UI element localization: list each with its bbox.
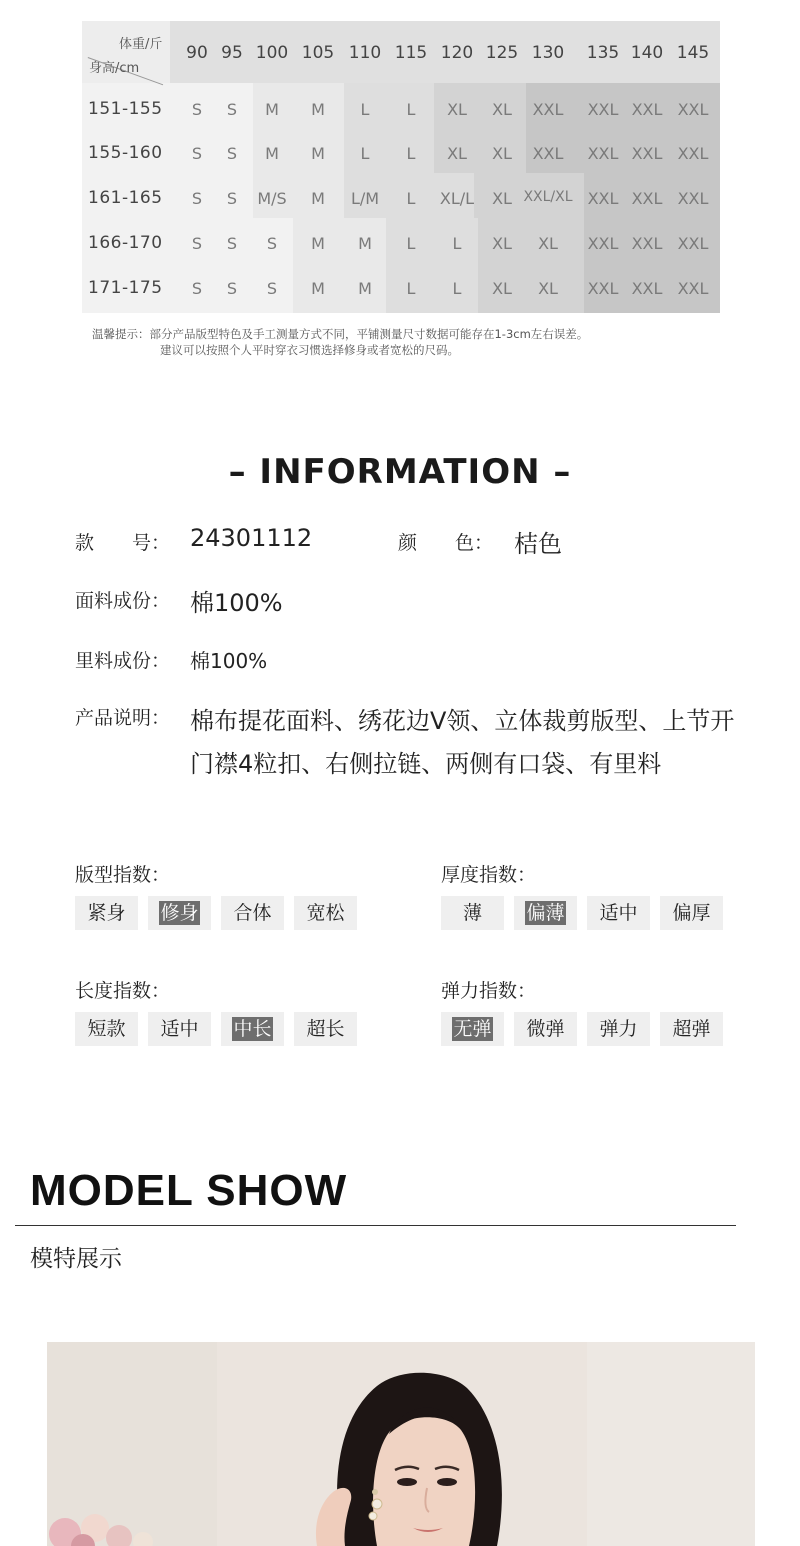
size-cell: XXL/XL: [523, 189, 573, 205]
size-cell: XL: [538, 234, 558, 253]
size-cell: M: [311, 234, 325, 253]
thickness-index-option: [587, 896, 650, 930]
size-cell: M: [358, 279, 372, 298]
size-cell: S: [266, 234, 278, 253]
size-cell: XL: [492, 234, 512, 253]
size-cell: XL: [492, 189, 512, 208]
thickness-index-option: [441, 896, 504, 930]
height-row-label: 161-165: [88, 188, 163, 208]
weight-header-cell: 105: [301, 43, 335, 63]
size-cell: L: [406, 189, 416, 208]
option-label: 适中: [160, 1018, 199, 1040]
weight-header-cell: 95: [221, 43, 243, 63]
size-cell: XXL: [631, 234, 663, 253]
size-band-shade: [478, 218, 584, 313]
size-cell: XL: [492, 279, 512, 298]
weight-header-cell: 100: [255, 43, 289, 63]
size-cell: XL: [447, 100, 467, 119]
size-band-shade: [293, 218, 386, 313]
size-cell: XL: [492, 144, 512, 163]
size-cell: XXL: [677, 189, 709, 208]
size-cell: L: [406, 100, 416, 119]
section-divider: [15, 1225, 736, 1226]
size-cell: L/M: [350, 189, 380, 208]
size-cell: S: [191, 189, 203, 208]
fit-index-option: [75, 896, 138, 930]
elasticity-index-title: 弹力指数：: [441, 980, 537, 1002]
description-label: 产品说明：: [75, 707, 171, 729]
elasticity-index-option: [514, 1012, 577, 1046]
size-cell: M: [265, 144, 279, 163]
fit-index-option: [221, 896, 284, 930]
fabric-value: 棉100%: [190, 589, 283, 617]
size-cell: L: [406, 144, 416, 163]
model-photo-illustration: [47, 1342, 755, 1546]
size-cell: S: [226, 279, 238, 298]
information-title: – INFORMATION –: [228, 452, 572, 492]
lining-label: 里料成份：: [75, 650, 171, 672]
size-cell: S: [226, 100, 238, 119]
size-note: [92, 326, 588, 358]
size-note-line: 温馨提示：部分产品版型特色及手工测量方式不同，平铺测量尺寸数据可能存在1-3cm左右误差。: [92, 327, 589, 341]
option-label: 宽松: [306, 902, 345, 924]
length-index-option: [75, 1012, 138, 1046]
size-cell: XXL: [677, 234, 709, 253]
elasticity-index-option: [660, 1012, 723, 1046]
size-cell: L: [452, 234, 462, 253]
size-cell: XXL: [677, 279, 709, 298]
option-label: 合体: [233, 902, 272, 924]
size-cell: XXL: [677, 100, 709, 119]
size-cell: S: [266, 279, 278, 298]
model-photo: [47, 1342, 755, 1546]
length-index-option: [221, 1012, 284, 1046]
length-index-title: 长度指数：: [75, 980, 171, 1002]
size-cell: M/S: [257, 189, 287, 208]
size-cell: S: [226, 189, 238, 208]
height-row-label: 155-160: [88, 143, 163, 163]
fabric-label: 面料成份：: [75, 590, 171, 612]
size-band-shade: [386, 218, 478, 313]
size-cell: XXL: [532, 100, 564, 119]
height-row-label: 171-175: [88, 278, 163, 298]
size-cell: L: [406, 234, 416, 253]
weight-header-cell: 130: [531, 43, 565, 63]
elasticity-index-option: [587, 1012, 650, 1046]
fit-index-option: [148, 896, 211, 930]
size-cell: XL: [538, 279, 558, 298]
weight-header-cell: 145: [676, 43, 710, 63]
option-label: 无弹: [453, 1018, 492, 1040]
size-cell: S: [191, 100, 203, 119]
size-cell: XXL: [587, 144, 619, 163]
model-show-title: MODEL SHOW: [30, 1166, 348, 1215]
option-label: 适中: [599, 902, 638, 924]
size-cell: S: [191, 234, 203, 253]
option-label: 偏厚: [672, 902, 711, 924]
size-cell: M: [311, 189, 325, 208]
size-cell: XXL: [587, 279, 619, 298]
weight-header-cell: 125: [485, 43, 519, 63]
length-index-option: [148, 1012, 211, 1046]
style-number-value: 24301112: [190, 524, 313, 552]
option-label: 弹力: [599, 1018, 638, 1040]
option-label: 紧身: [87, 902, 126, 924]
size-cell: L: [360, 100, 370, 119]
lining-value: 棉100%: [190, 649, 268, 673]
color-label: 颜 色：: [398, 532, 494, 554]
weight-header-cell: 110: [348, 43, 382, 63]
size-chart-corner: [82, 21, 170, 83]
height-axis-label: 身高/cm: [89, 61, 140, 76]
style-number-label: 款 号：: [75, 532, 171, 554]
description-text: 棉布提花面料、绣花边V领、立体裁剪版型、上节开门襟4粒扣、右侧拉链、两侧有口袋、有里料: [190, 707, 735, 778]
size-note-line: 建议可以按照个人平时穿衣习惯选择修身或者宽松的尺码。: [160, 343, 459, 357]
size-cell: XXL: [587, 100, 619, 119]
option-label: 修身: [160, 902, 199, 924]
size-cell: XXL: [587, 189, 619, 208]
fit-index-option: [294, 896, 357, 930]
length-index-option: [294, 1012, 357, 1046]
size-cell: XXL: [631, 144, 663, 163]
size-cell: M: [311, 144, 325, 163]
option-label: 微弹: [526, 1018, 565, 1040]
fit-index-title: 版型指数：: [75, 864, 171, 886]
size-cell: L: [406, 279, 416, 298]
model-face: [373, 1417, 475, 1546]
thickness-index-option: [514, 896, 577, 930]
color-value: 桔色: [514, 530, 562, 558]
elasticity-index-option: [441, 1012, 504, 1046]
option-label: 超长: [306, 1018, 345, 1040]
weight-header-cell: 90: [186, 43, 208, 63]
weight-header-cell: 115: [394, 43, 428, 63]
thickness-index-option: [660, 896, 723, 930]
size-cell: M: [311, 100, 325, 119]
size-cell: XL/L: [439, 189, 475, 208]
option-label: 短款: [87, 1018, 126, 1040]
size-cell: XL: [447, 144, 467, 163]
size-cell: XXL: [677, 144, 709, 163]
height-row-label: 166-170: [88, 233, 163, 253]
size-cell: XXL: [631, 100, 663, 119]
thickness-index-title: 厚度指数：: [441, 864, 537, 886]
size-cell: L: [360, 144, 370, 163]
size-chart-table: [82, 21, 720, 313]
model-show-subtitle: 模特展示: [30, 1246, 122, 1272]
size-cell: XXL: [631, 189, 663, 208]
size-cell: XXL: [587, 234, 619, 253]
size-cell: S: [226, 234, 238, 253]
option-label: 超弹: [672, 1018, 711, 1040]
option-label: 薄: [462, 902, 482, 924]
weight-header-cell: 140: [630, 43, 664, 63]
size-cell: XXL: [532, 144, 564, 163]
weight-header-cell: 135: [586, 43, 620, 63]
option-label: 中长: [233, 1018, 272, 1040]
size-cell: S: [191, 279, 203, 298]
size-cell: M: [311, 279, 325, 298]
size-cell: XL: [492, 100, 512, 119]
size-cell: M: [265, 100, 279, 119]
weight-header-cell: 120: [440, 43, 474, 63]
height-row-label: 151-155: [88, 99, 163, 119]
size-cell: S: [226, 144, 238, 163]
option-label: 偏薄: [526, 902, 565, 924]
size-cell: S: [191, 144, 203, 163]
size-cell: L: [452, 279, 462, 298]
size-cell: M: [358, 234, 372, 253]
weight-axis-label: 体重/斤: [119, 37, 163, 52]
size-cell: XXL: [631, 279, 663, 298]
